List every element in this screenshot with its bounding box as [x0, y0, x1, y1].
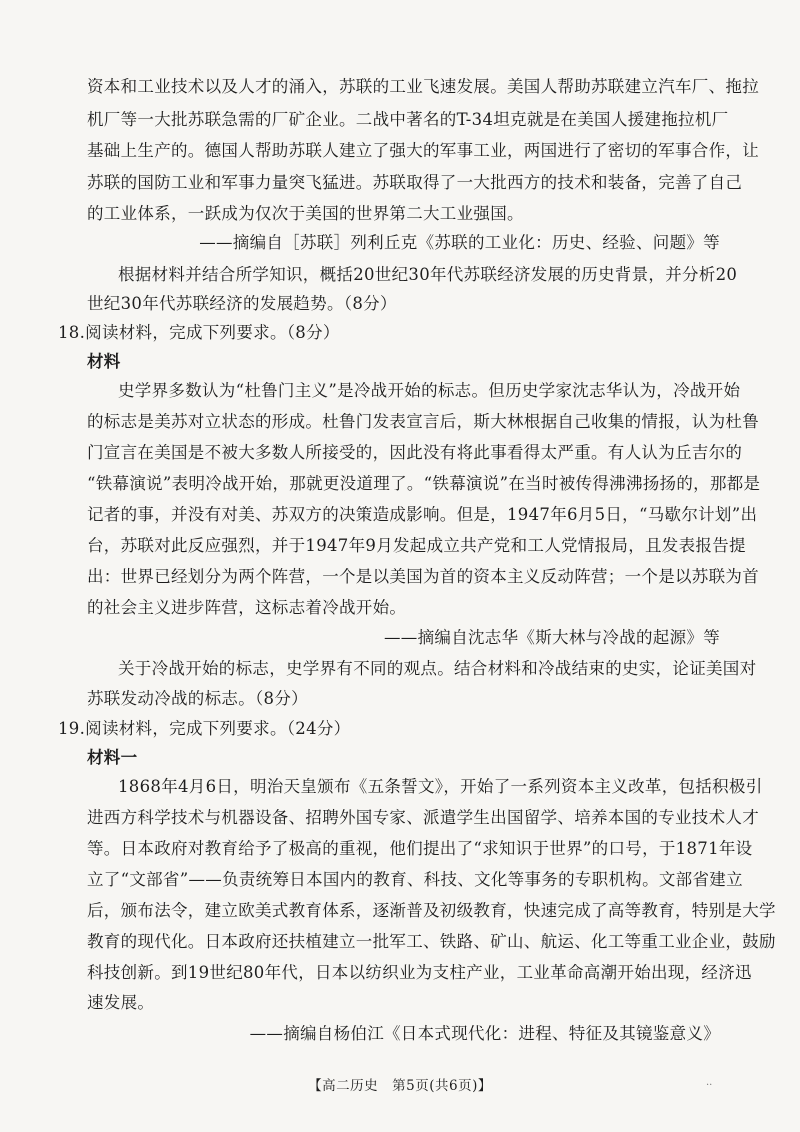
material-line: 的社会主义进步阵营，这标志着冷战开始。 — [87, 598, 407, 617]
material-line: 出：世界已经划分为两个阵营，一个是以美国为首的资本主义反动阵营；一个是以苏联为首 — [87, 567, 759, 586]
material-line: 门宣言在美国是不被大多数人所接受的，因此没有将此事看得太严重。有人认为丘吉尔的 — [87, 443, 743, 462]
page-footer: 【高二历史 第5页(共6页)】 — [308, 1078, 492, 1094]
material-line: 记者的事，并没有对美、苏双方的决策造成影响。但是，1947年6月5日，“马歇尔计划”出 — [87, 505, 758, 524]
material-line: 台，苏联对此反应强烈，并于1947年9月发起成立共产党和工人党情报局，且发表报告提 — [87, 536, 746, 555]
question-prompt: 根据材料并结合所学知识，概括20世纪30年代苏联经济发展的历史背景，并分析20 — [118, 265, 738, 284]
material-line: 立了“文部省”——负责统筹日本国内的教育、科技、文化等事务的专职机构。文部省建立 — [87, 870, 743, 889]
source-citation: ——摘编自杨伯江《日本式现代化：进程、特征及其镜鉴意义》 — [249, 1024, 720, 1043]
material-line: 机厂等一大批苏联急需的厂矿企业。二战中著名的T-34坦克就是在美国人援建拖拉机厂 — [87, 110, 729, 129]
material-line: 进西方科学技术与机器设备、招聘外国专家、派遣学生出国留学、培养本国的专业技术人才 — [87, 808, 759, 827]
material-line: 史学界多数认为“杜鲁门主义”是冷战开始的标志。但历史学家沈志华认为，冷战开始 — [118, 381, 741, 400]
material-line: “铁幕演说”表明冷战开始，那就更没道理了。“铁幕演说”在当时被传得沸沸扬扬的，那都是 — [87, 474, 761, 493]
material-line: 的标志是美苏对立状态的形成。杜鲁门发表宣言后，斯大林根据自己收集的情报，认为杜鲁 — [87, 412, 759, 431]
source-citation: ——摘编自沈志华《斯大林与冷战的起源》等 — [384, 628, 720, 647]
source-citation: ——摘编自［苏联］列利丘克《苏联的工业化：历史、经验、问题》等 — [199, 233, 720, 252]
material-label: 材料 — [87, 352, 121, 371]
material-label: 材料一 — [87, 748, 138, 767]
material-line: 速发展。 — [87, 993, 155, 1012]
question-19-heading: 19.阅读材料，完成下列要求。（24分） — [58, 719, 351, 738]
material-line: 苏联的国防工业和军事力量突飞猛进。苏联取得了一大批西方的技术和装备，完善了自己 — [87, 173, 743, 192]
material-line: 的工业体系，一跃成为仅次于美国的世界第二大工业强国。 — [87, 204, 524, 223]
question-prompt: 苏联发动冷战的标志。（8分） — [87, 689, 308, 708]
material-line: 教育的现代化。日本政府还扶植建立一批军工、铁路、矿山、航运、化工等重工业企业，鼓励 — [87, 932, 776, 951]
question-18-heading: 18.阅读材料，完成下列要求。（8分） — [58, 323, 340, 342]
material-line: 资本和工业技术以及人才的涌入，苏联的工业飞速发展。美国人帮助苏联建立汽车厂、拖拉 — [87, 77, 759, 96]
question-prompt: 世纪30年代苏联经济的发展趋势。（8分） — [87, 294, 397, 313]
material-line: 等。日本政府对教育给予了极高的重视，他们提出了“求知识于世界”的口号，于1871年设 — [87, 839, 753, 858]
material-line: 科技创新。到19世纪80年代，日本以纺织业为支柱产业，工业革命高潮开始出现，经济迅 — [87, 963, 752, 982]
material-line: 1868年4月6日，明治天皇颁布《五条誓文》，开始了一系列资本主义改革，包括积极引 — [118, 777, 763, 796]
material-line: 基础上生产的。德国人帮助苏联人建立了强大的军事工业，两国进行了密切的军事合作，让 — [87, 141, 759, 160]
question-prompt: 关于冷战开始的标志，史学界有不同的观点。结合材料和冷战结束的史实，论证美国对 — [118, 659, 757, 678]
corner-mark: .. — [706, 1077, 713, 1088]
material-line: 后，颁布法令，建立欧美式教育体系，逐渐普及初级教育，快速完成了高等教育，特别是大学 — [87, 901, 776, 920]
